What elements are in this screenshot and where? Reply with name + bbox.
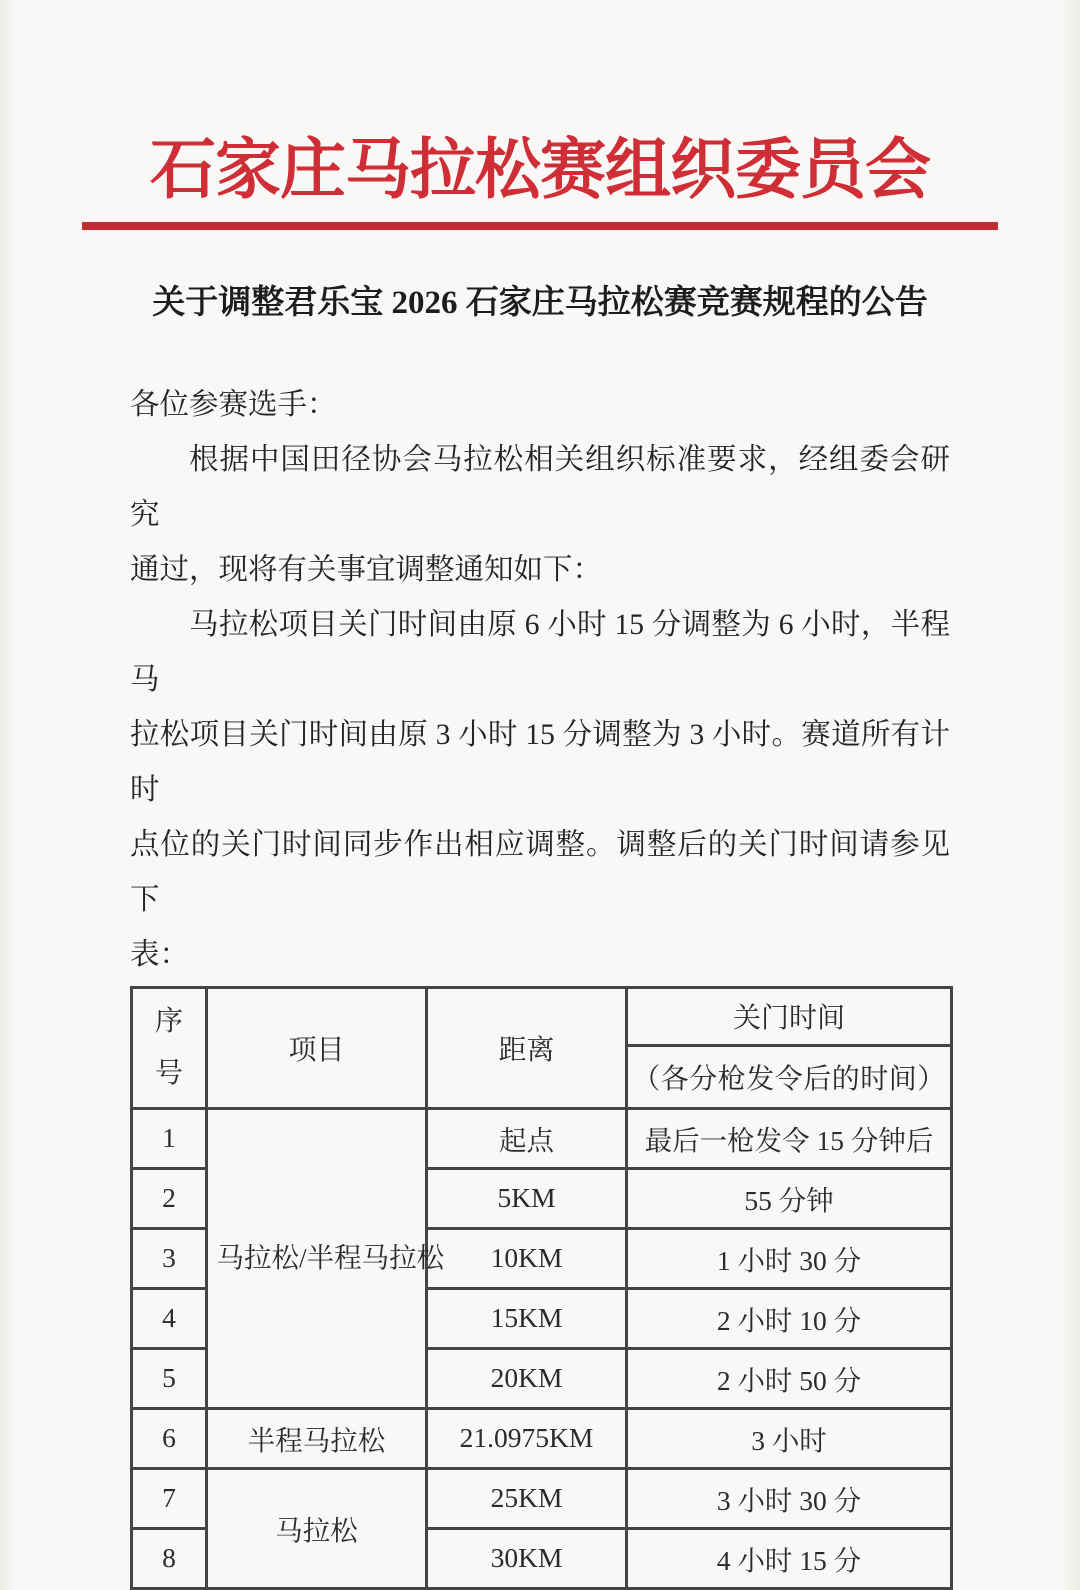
cell-no: 3: [132, 1228, 207, 1288]
header-close-time: 关门时间: [627, 987, 952, 1045]
cell-distance: 起点: [427, 1108, 627, 1168]
letterhead-divider: [82, 222, 998, 230]
body-line: 表：: [130, 938, 190, 971]
cell-time: 4 小时 15 分: [627, 1528, 952, 1588]
table-row: [132, 1408, 952, 1468]
table-row: [132, 1468, 952, 1528]
body-line: 点位的关门时间同步作出相应调整。调整后的关门时间请参见下: [130, 828, 950, 916]
cell-time: 55 分钟: [627, 1168, 952, 1228]
cell-no: 8: [132, 1528, 207, 1588]
cell-no: 6: [132, 1408, 207, 1468]
cell-distance: 15KM: [427, 1288, 627, 1348]
document-page: [130, 0, 950, 1590]
cell-no: 5: [132, 1348, 207, 1408]
cell-distance: 10KM: [427, 1228, 627, 1288]
header-no: 序号: [132, 987, 207, 1108]
cell-time: 3 小时 30 分: [627, 1468, 952, 1528]
salutation: 各位参赛选手：: [130, 388, 337, 421]
header-item: 项目: [207, 987, 427, 1108]
cell-item: 半程马拉松: [207, 1408, 427, 1468]
table-row: [132, 1108, 952, 1168]
cell-item: 马拉松/半程马拉松: [207, 1108, 427, 1408]
cell-no: 7: [132, 1468, 207, 1528]
letterhead-title: 石家庄马拉松赛组织委员会: [150, 134, 930, 207]
header-close-time-note: （各分枪发令后的时间）: [627, 1045, 952, 1108]
cell-distance: 21.0975KM: [427, 1408, 627, 1468]
cell-distance: 20KM: [427, 1348, 627, 1408]
cell-no: 1: [132, 1108, 207, 1168]
body-line: 根据中国田径协会马拉松相关组织标准要求，经组委会研究: [130, 443, 950, 531]
header-distance: 距离: [427, 987, 627, 1108]
closing-time-table: [130, 986, 953, 1590]
cell-time: 2 小时 50 分: [627, 1348, 952, 1408]
document-body: [130, 378, 950, 983]
cell-distance: 30KM: [427, 1528, 627, 1588]
document-title: 关于调整君乐宝 2026 石家庄马拉松赛竞赛规程的公告: [152, 285, 928, 322]
table-header-row: [132, 987, 952, 1045]
cell-no: 2: [132, 1168, 207, 1228]
cell-distance: 25KM: [427, 1468, 627, 1528]
body-line: 拉松项目关门时间由原 3 小时 15 分调整为 3 小时。赛道所有计时: [130, 718, 950, 806]
body-line: 马拉松项目关门时间由原 6 小时 15 分调整为 6 小时，半程马: [130, 608, 950, 696]
cell-time: 2 小时 10 分: [627, 1288, 952, 1348]
body-line: 通过，现将有关事宜调整通知如下：: [130, 553, 603, 586]
cell-no: 4: [132, 1288, 207, 1348]
cell-time: 3 小时: [627, 1408, 952, 1468]
cell-item: 马拉松: [207, 1468, 427, 1588]
cell-time: 最后一枪发令 15 分钟后: [627, 1108, 952, 1168]
cell-time: 1 小时 30 分: [627, 1228, 952, 1288]
cell-distance: 5KM: [427, 1168, 627, 1228]
